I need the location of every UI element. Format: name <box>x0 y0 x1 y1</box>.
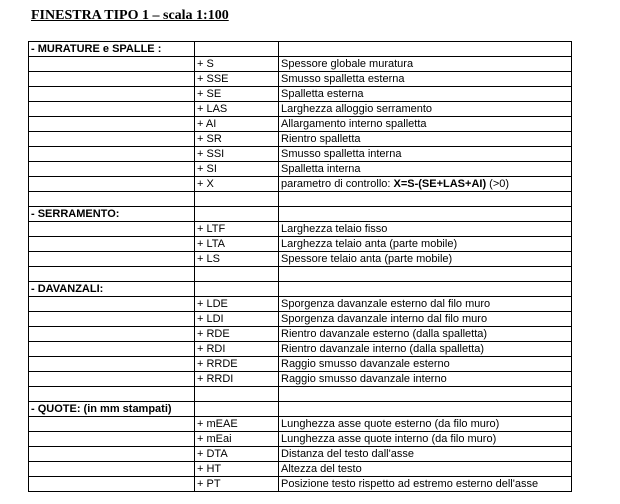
param-description: Distanza del testo dall'asse <box>279 447 572 462</box>
table-row <box>29 372 572 387</box>
param-code: + mEAE <box>195 417 279 432</box>
param-description: Altezza del testo <box>279 462 572 477</box>
param-description: Spalletta esterna <box>279 87 572 102</box>
param-description: Larghezza telaio fisso <box>279 222 572 237</box>
param-description: Lunghezza asse quote interno (da filo muro) <box>279 432 572 447</box>
param-description: Raggio smusso davanzale interno <box>279 372 572 387</box>
param-code: + SE <box>195 87 279 102</box>
param-code: + DTA <box>195 447 279 462</box>
section-label: - DAVANZALI: <box>29 282 195 297</box>
param-code: + SR <box>195 132 279 147</box>
param-description: Sporgenza davanzale interno dal filo muro <box>279 312 572 327</box>
table-row <box>29 312 572 327</box>
param-code: + SSE <box>195 72 279 87</box>
section-label: - SERRAMENTO: <box>29 207 195 222</box>
section-header-serramento <box>29 207 572 222</box>
section-label: - QUOTE: (in mm stampati) <box>29 402 195 417</box>
table-row <box>29 252 572 267</box>
param-code: + PT <box>195 477 279 492</box>
param-description: Rientro spalletta <box>279 132 572 147</box>
table-row <box>29 327 572 342</box>
spacer-row <box>29 387 572 402</box>
table-row <box>29 177 572 192</box>
param-code: + RRDI <box>195 372 279 387</box>
table-row <box>29 72 572 87</box>
table-row <box>29 462 572 477</box>
table-row <box>29 297 572 312</box>
param-code: + LTA <box>195 237 279 252</box>
control-text: parametro di controllo: <box>281 178 394 190</box>
param-description: Allargamento interno spalletta <box>279 117 572 132</box>
section-header-davanzali <box>29 282 572 297</box>
param-code: + LTF <box>195 222 279 237</box>
table-row <box>29 162 572 177</box>
param-code: + RDI <box>195 342 279 357</box>
param-code: + LS <box>195 252 279 267</box>
section-header-murature <box>29 42 572 57</box>
param-code: + AI <box>195 117 279 132</box>
section-label: - MURATURE e SPALLE : <box>29 42 195 57</box>
table-row <box>29 477 572 492</box>
param-code: + LDI <box>195 312 279 327</box>
param-description <box>279 177 572 192</box>
spacer-row <box>29 267 572 282</box>
param-description: Rientro davanzale interno (dalla spalletta) <box>279 342 572 357</box>
control-formula: X=S-(SE+LAS+AI) <box>393 178 487 190</box>
param-description: Rientro davanzale esterno (dalla spalletta) <box>279 327 572 342</box>
param-code: + RDE <box>195 327 279 342</box>
document-title: FINESTRA TIPO 1 – scala 1:100 <box>31 8 229 23</box>
table-row <box>29 342 572 357</box>
param-description: Larghezza telaio anta (parte mobile) <box>279 237 572 252</box>
table-row <box>29 102 572 117</box>
param-code: + S <box>195 57 279 72</box>
param-description: Sporgenza davanzale esterno dal filo muro <box>279 297 572 312</box>
param-description: Larghezza alloggio serramento <box>279 102 572 117</box>
param-code: + SSI <box>195 147 279 162</box>
param-code: + mEai <box>195 432 279 447</box>
table-row <box>29 237 572 252</box>
param-code: + X <box>195 177 279 192</box>
param-description: Lunghezza asse quote esterno (da filo muro) <box>279 417 572 432</box>
param-description: Smusso spalletta esterna <box>279 72 572 87</box>
table-row <box>29 357 572 372</box>
param-description: Posizione testo rispetto ad estremo esterno dell'asse <box>279 477 572 492</box>
param-description: Spessore globale muratura <box>279 57 572 72</box>
table-row <box>29 222 572 237</box>
param-code: + RRDE <box>195 357 279 372</box>
param-description: Spessore telaio anta (parte mobile) <box>279 252 572 267</box>
table-row <box>29 117 572 132</box>
table-row <box>29 417 572 432</box>
spacer-row <box>29 192 572 207</box>
table-row <box>29 147 572 162</box>
param-code: + LAS <box>195 102 279 117</box>
table-row <box>29 447 572 462</box>
table-row <box>29 132 572 147</box>
control-condition: (>0) <box>486 178 510 190</box>
param-code: + LDE <box>195 297 279 312</box>
parameters-table <box>28 41 572 492</box>
table-row <box>29 87 572 102</box>
param-description: Smusso spalletta interna <box>279 147 572 162</box>
table-row <box>29 432 572 447</box>
table-row <box>29 57 572 72</box>
section-header-quote <box>29 402 572 417</box>
param-description: Spalletta interna <box>279 162 572 177</box>
param-description: Raggio smusso davanzale esterno <box>279 357 572 372</box>
param-code: + SI <box>195 162 279 177</box>
param-code: + HT <box>195 462 279 477</box>
